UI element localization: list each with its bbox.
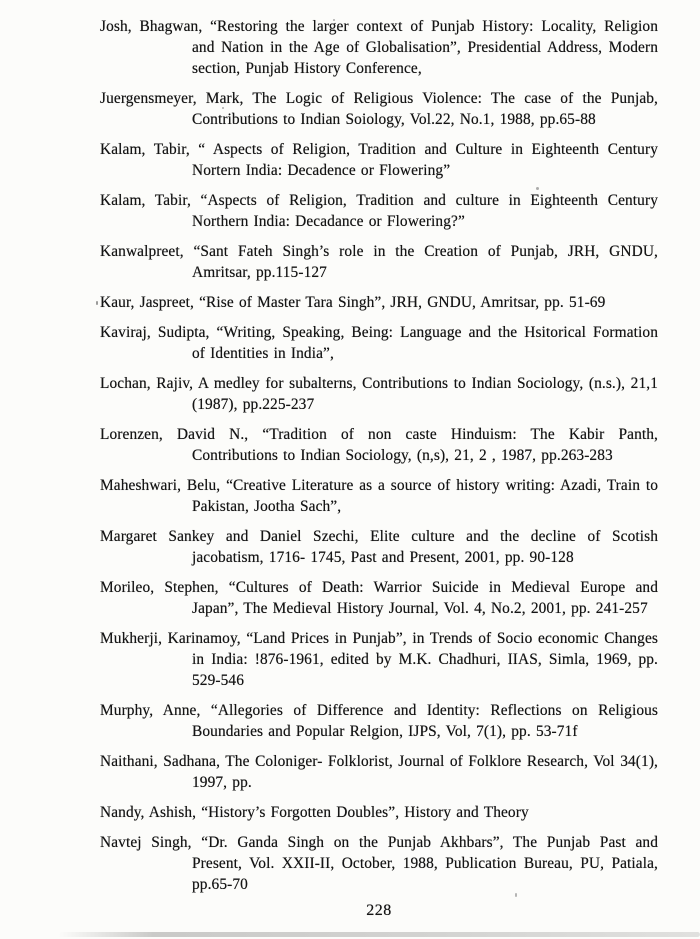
scan-speck bbox=[222, 107, 224, 109]
scanner-edge-shadow bbox=[58, 932, 700, 937]
bibliography-entry: Kalam, Tabir, “Aspects of Religion, Tradition and culture in Eighteenth Century Northern India: Decadance or Flowering?” bbox=[100, 192, 658, 230]
scan-speck bbox=[140, 431, 142, 433]
bibliography-entry: Mukherji, Karinamoy, “Land Prices in Punjab”, in Trends of Socio economic Changes in India: !876-1961, edited by M.K. Chadhuri, IIAS, Simla, 1969, pp. 529-546 bbox=[100, 630, 658, 689]
bibliography-entry: Kaviraj, Sudipta, “Writing, Speaking, Being: Language and the Hsitorical Formation of Identities in India”, bbox=[100, 324, 658, 362]
bibliography-entry: Morileo, Stephen, “Cultures of Death: Warrior Suicide in Medieval Europe and Japan”, The Medieval History Journal, Vol. 4, No.2, 2001, pp. 241-257 bbox=[100, 579, 658, 617]
bibliography-entry: Josh, Bhagwan, “Restoring the larger context of Punjab History: Locality, Religion and Nation in the Age of Globalisation”, Presidential Address, Modern section, Punjab History Conference, bbox=[100, 18, 658, 77]
bibliography-entry: Murphy, Anne, “Allegories of Difference and Identity: Reflections on Religious Boundaries and Popular Relgion, IJPS, Vol, 7(1), pp. 53-71f bbox=[100, 702, 658, 740]
bibliography-entry: Nandy, Ashish, “History’s Forgotten Doubles”, History and Theory bbox=[100, 804, 529, 821]
scan-speck bbox=[515, 893, 517, 897]
bibliography-entry: Kanwalpreet, “Sant Fateh Singh’s role in the Creation of Punjab, JRH, GNDU, Amritsar, pp.115-127 bbox=[100, 243, 658, 281]
bibliography-entry: Lochan, Rajiv, A medley for subalterns, Contributions to Indian Sociology, (n.s.), 21,1 (1987), pp.225-237 bbox=[100, 375, 658, 413]
bibliography-entry: Lorenzen, David N., “Tradition of non caste Hinduism: The Kabir Panth, Contributions to Indian Sociology, (n,s), 21, 2 , 1987, pp.263-283 bbox=[100, 426, 658, 464]
bibliography-entry: Naithani, Sadhana, The Coloniger- Folklorist, Journal of Folklore Research, Vol 34(1), 1997, pp. bbox=[100, 753, 658, 791]
page-number: 228 bbox=[366, 902, 392, 919]
scan-speck bbox=[536, 187, 539, 190]
bibliography-entry: Navtej Singh, “Dr. Ganda Singh on the Punjab Akhbars”, The Punjab Past and Present, Vol. XXII-II, October, 1988, Publication Bureau, PU, Patiala, pp.65-70 bbox=[100, 834, 658, 893]
bibliography-entry: Kalam, Tabir, “ Aspects of Religion, Tradition and Culture in Eighteenth Century Nortern India: Decadence or Flowering” bbox=[100, 141, 658, 179]
scan-speck bbox=[96, 301, 98, 305]
scan-speck bbox=[333, 19, 335, 21]
bibliography-list bbox=[100, 16, 658, 920]
bibliography-entry: Kaur, Jaspreet, “Rise of Master Tara Singh”, JRH, GNDU, Amritsar, pp. 51-69 bbox=[100, 294, 606, 311]
bibliography-entry: Margaret Sankey and Daniel Szechi, Elite culture and the decline of Scotish jacobatism, 1716- 1745, Past and Present, 2001, pp. 90-128 bbox=[100, 528, 658, 566]
bibliography-entry: Maheshwari, Belu, “Creative Literature as a source of history writing: Azadi, Train to Pakistan, Jootha Sach”, bbox=[100, 477, 658, 515]
bibliography-entry: Juergensmeyer, Mark, The Logic of Religious Violence: The case of the Punjab, Contributions to Indian Soiology, Vol.22, No.1, 1988, pp.65-88 bbox=[100, 90, 658, 128]
